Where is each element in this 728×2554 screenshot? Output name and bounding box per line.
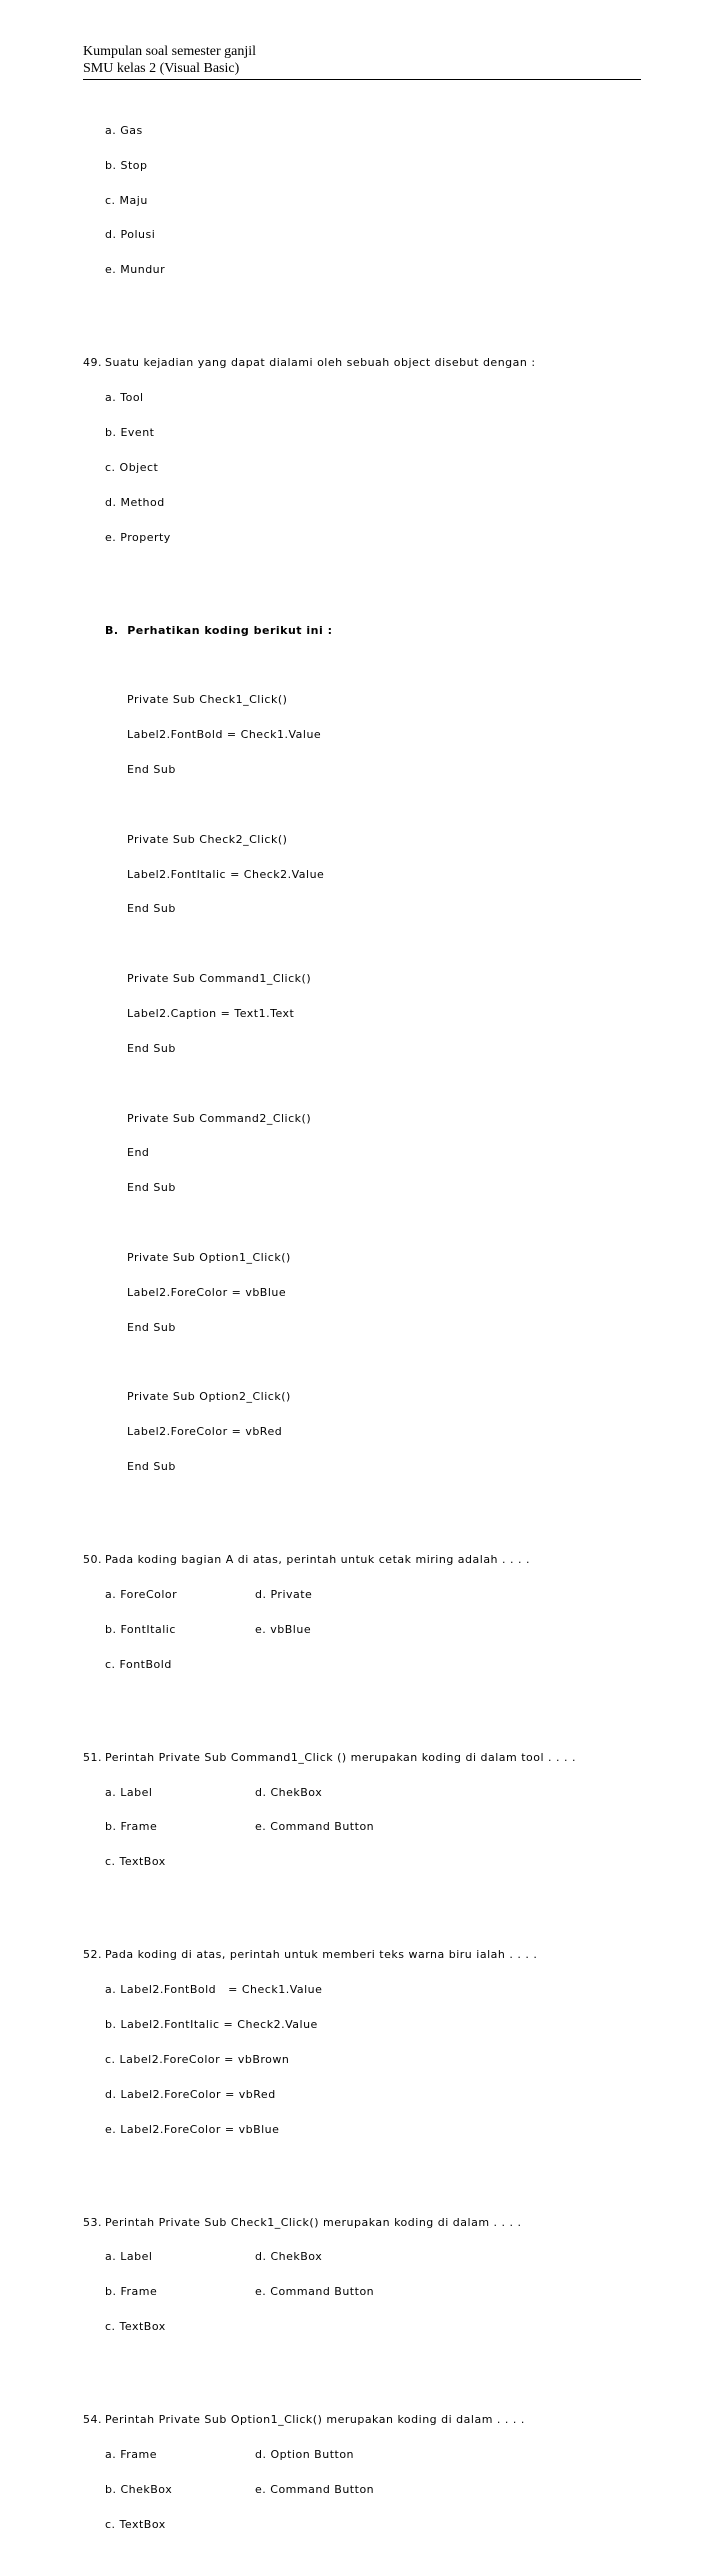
option: a. Label xyxy=(105,1785,153,1799)
option: b. Event xyxy=(105,426,155,439)
code-line: Private Sub Check1_Click() xyxy=(127,693,288,707)
question-number: 52. xyxy=(83,1948,102,1962)
question-number: 49. xyxy=(83,356,102,370)
code-line: Label2.ForeColor = vbBlue xyxy=(127,1285,287,1299)
question-number: 51. xyxy=(83,1750,102,1764)
option: e. Property xyxy=(105,530,171,544)
option: d. ChekBox xyxy=(255,1785,323,1799)
option-row xyxy=(83,2449,683,2461)
option: c. TextBox xyxy=(105,2517,166,2531)
option-row xyxy=(83,2251,683,2263)
option: b. FontItalic xyxy=(105,1622,176,1636)
question-51 xyxy=(83,1752,683,1764)
option-row xyxy=(83,2321,683,2333)
option-row xyxy=(83,1821,683,1833)
option: a. Label xyxy=(105,2250,153,2264)
option-row xyxy=(83,1856,683,1868)
code-line: Private Sub Check2_Click() xyxy=(127,832,288,846)
question-text: Suatu kejadian yang dapat dialami oleh sebuah object disebut dengan : xyxy=(105,356,536,370)
code-line: Label2.FontItalic = Check2.Value xyxy=(127,867,325,881)
code-line: Private Sub Command2_Click() xyxy=(127,1111,312,1125)
section-b-title: B. Perhatikan koding berikut ini : xyxy=(105,623,333,637)
option: e. Command Button xyxy=(255,1820,375,1834)
option: c. TextBox xyxy=(105,1855,166,1869)
option: b. Label2.FontItalic = Check2.Value xyxy=(105,2017,318,2031)
option: c. Label2.ForeColor = vbBrown xyxy=(105,2052,290,2066)
code-line: End Sub xyxy=(127,762,176,776)
header-title: Kumpulan soal semester ganjil xyxy=(83,44,257,59)
option: b. ChekBox xyxy=(105,2482,173,2496)
option-row xyxy=(83,1624,683,1636)
option: a. Frame xyxy=(105,2447,158,2461)
code-line: Private Sub Command1_Click() xyxy=(127,972,312,986)
option-row xyxy=(83,2519,683,2531)
question-53 xyxy=(83,2217,683,2229)
document-body xyxy=(83,90,683,2553)
code-line: End Sub xyxy=(127,1181,176,1195)
option: d. Method xyxy=(105,495,165,509)
question-text: Pada koding bagian A di atas, perintah untuk cetak miring adalah . . . . xyxy=(105,1553,531,1567)
code-line: End Sub xyxy=(127,1460,176,1474)
option: a. Tool xyxy=(105,391,144,405)
option-row xyxy=(83,1659,683,1671)
question-54 xyxy=(83,2414,683,2426)
option: a. Label2.FontBold = Check1.Value xyxy=(105,1983,323,1997)
option: e. Command Button xyxy=(255,2285,375,2299)
option-row xyxy=(83,2484,683,2496)
option: a. ForeColor xyxy=(105,1588,178,1601)
header-subtitle: SMU kelas 2 (Visual Basic) xyxy=(83,61,240,76)
option: d. Polusi xyxy=(105,228,156,242)
option: b. Stop xyxy=(105,158,148,172)
header-rule xyxy=(83,79,641,80)
code-line: Private Sub Option1_Click() xyxy=(127,1251,291,1265)
code-line: Label2.Caption = Text1.Text xyxy=(127,1007,295,1020)
option: e. vbBlue xyxy=(255,1622,312,1636)
question-text: Pada koding di atas, perintah untuk memberi teks warna biru ialah . . . . xyxy=(105,1948,538,1962)
option: e. Label2.ForeColor = vbBlue xyxy=(105,2122,280,2136)
option-row xyxy=(83,1787,683,1799)
question-52 xyxy=(83,1949,683,1961)
option: c. Maju xyxy=(105,193,148,207)
code-line: Label2.FontBold = Check1.Value xyxy=(127,728,322,742)
option: b. Frame xyxy=(105,1820,158,1834)
option: a. Gas xyxy=(105,123,143,137)
option: c. Object xyxy=(105,460,159,474)
question-number: 54. xyxy=(83,2413,102,2427)
question-text: Perintah Private Sub Option1_Click() merupakan koding di dalam . . . . xyxy=(105,2413,525,2427)
option-row xyxy=(83,1589,683,1601)
option: c. TextBox xyxy=(105,2320,166,2334)
question-text: Perintah Private Sub Command1_Click () merupakan koding di dalam tool . . . . xyxy=(105,1750,577,1764)
option: c. FontBold xyxy=(105,1657,172,1671)
option: d. Private xyxy=(255,1588,313,1601)
question-text: Perintah Private Sub Check1_Click() merupakan koding di dalam . . . . xyxy=(105,2215,522,2229)
option: b. Frame xyxy=(105,2285,158,2299)
option: d. Option Button xyxy=(255,2447,355,2461)
question-49 xyxy=(83,357,683,369)
code-line: End Sub xyxy=(127,902,176,916)
code-line: End Sub xyxy=(127,1041,176,1055)
code-line: End xyxy=(127,1146,150,1160)
code-line: End Sub xyxy=(127,1320,176,1334)
option: e. Mundur xyxy=(105,263,166,277)
code-line: Private Sub Option2_Click() xyxy=(127,1390,291,1404)
code-line: Label2.ForeColor = vbRed xyxy=(127,1425,283,1439)
question-number: 50. xyxy=(83,1553,102,1567)
option: d. ChekBox xyxy=(255,2250,323,2264)
question-50 xyxy=(83,1554,683,1566)
option: e. Command Button xyxy=(255,2482,375,2496)
option-row xyxy=(83,2286,683,2298)
option: d. Label2.ForeColor = vbRed xyxy=(105,2087,276,2101)
question-number: 53. xyxy=(83,2215,102,2229)
